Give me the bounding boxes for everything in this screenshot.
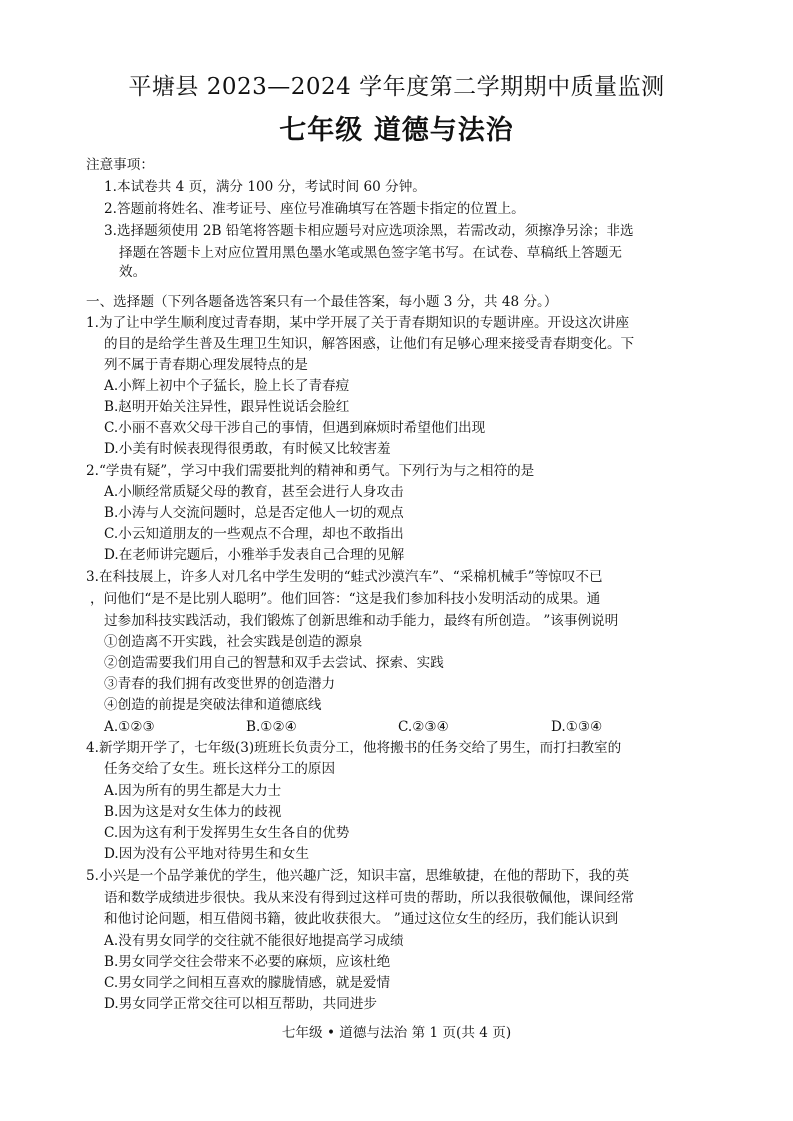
question-5-option-a: A.没有男女同学的交往就不能很好地提高学习成绩 [104, 933, 404, 949]
question-3-stem: 3.在科技展上，许多人对几名中学生发明的“蛙式沙漠汽车”、“采棉机械手”等惊叹不已 [86, 569, 603, 585]
page-footer: 七年级 • 道德与法治 第 1 页(共 4 页) [281, 1025, 512, 1041]
question-4-stem: 4.新学期开学了，七年级(3)班班长负责分工，他将搬书的任务交给了男生，而打扫教室的 [86, 740, 622, 756]
question-5-option-d: D.男女同学正常交往可以相互帮助，共同进步 [104, 996, 378, 1012]
question-3-stem: 过参加科技实践活动，我们锻炼了创新思维和动手能力，最终有所创造。 ”该事例说明 [104, 613, 619, 629]
question-3-statement: ②创造需要我们用自己的智慧和双手去尝试、探索、实践 [104, 655, 444, 671]
notice-item-continued: 择题在答题卡上对应位置用黑色墨水笔或黑色签字笔书写。在试卷、草稿纸上答题无 [119, 245, 622, 261]
question-2-option-d: D.在老师讲完题后，小雅举手发表自己合理的见解 [104, 547, 405, 563]
question-5-stem: 和他讨论问题，相互借阅书籍，彼此收获很大。 ”通过这位女生的经历，我们能认识到 [104, 911, 619, 927]
question-4-stem: 任务交给了女生。班长这样分工的原因 [104, 761, 336, 777]
question-1-stem: 的目的是给学生普及生理卫生知识，解答困惑，让他们有足够心理来接受青春期变化。下 [104, 336, 635, 352]
section-title: 一、选择题（下列各题备选答案只有一个最佳答案，每小题 3 分，共 48 分。） [86, 294, 558, 310]
question-4-option-a: A.因为所有的男生都是大力士 [104, 783, 282, 799]
question-5-option-c: C.男女同学之间相互喜欢的朦胧情感，就是爱情 [104, 975, 391, 991]
question-3-option-b: B.①②④ [246, 719, 297, 735]
notice-item-continued: 效。 [119, 264, 147, 280]
exam-title: 平塘县 2023—2024 学年度第二学期期中质量监测 [128, 74, 665, 100]
question-5-stem: 5.小兴是一个品学兼优的学生，他兴趣广泛，知识丰富，思维敏捷，在他的帮助下，我的英 [86, 868, 630, 884]
question-1-stem: 列不属于青春期心理发展特点的是 [104, 357, 308, 373]
question-3-stem: ，问他们“是不是比别人聪明”。他们回答：“这是我们参加科技小发明活动的成果。通 [90, 591, 601, 607]
notice-item: 2.答题前将姓名、准考证号、座位号准确填写在答题卡指定的位置上。 [104, 201, 525, 217]
notice-item: 3.选择题须使用 2B 铅笔将答题卡相应题号对应选项涂黑，若需改动，须擦净另涂；非选 [104, 223, 634, 239]
question-2-option-a: A.小顺经常质疑父母的教育，甚至会进行人身攻击 [104, 484, 404, 500]
question-5-option-b: B.男女同学交往会带来不必要的麻烦，应该杜绝 [104, 954, 391, 970]
question-5-stem: 语和数学成绩进步很快。我从来没有得到过这样可贵的帮助，所以我很敬佩他，课间经常 [104, 890, 635, 906]
question-1-option-b: B.赵明开始关注异性，跟异性说话会脸红 [104, 399, 350, 415]
notice-item: 1.本试卷共 4 页，满分 100 分，考试时间 60 分钟。 [104, 179, 426, 195]
question-3-option-c: C.②③④ [398, 719, 449, 735]
question-3-option-a: A.①②③ [104, 719, 155, 735]
question-2-option-b: B.小涛与人交流问题时，总是否定他人一切的观点 [104, 505, 404, 521]
question-3-statement: ①创造离不开实践，社会实践是创造的源泉 [104, 634, 363, 650]
question-1-option-c: C.小丽不喜欢父母干涉自己的事情，但遇到麻烦时希望他们出现 [104, 420, 486, 436]
question-1-option-a: A.小辉上初中个子猛长，脸上长了青春痘 [104, 378, 350, 394]
question-3-statement: ③青春的我们拥有改变世界的创造潜力 [104, 676, 336, 692]
question-3-statement: ④创造的前提是突破法律和道德底线 [104, 697, 322, 713]
question-1-stem: 1.为了让中学生顺利度过青春期，某中学开展了关于青春期知识的专题讲座。开设这次讲座 [86, 315, 630, 331]
question-4-option-b: B.因为这是对女生体力的歧视 [104, 804, 282, 820]
question-2-stem: 2.“学贵有疑”，学习中我们需要批判的精神和勇气。下列行为与之相符的是 [86, 463, 535, 479]
question-1-option-d: D.小美有时候表现得很勇敢，有时候又比较害羞 [104, 441, 391, 457]
notice-heading: 注意事项： [86, 157, 154, 173]
exam-subject: 七年级 道德与法治 [279, 115, 514, 146]
question-4-option-c: C.因为这有利于发挥男生女生各自的优势 [104, 825, 350, 841]
question-4-option-d: D.因为没有公平地对待男生和女生 [104, 846, 310, 862]
question-2-option-c: C.小云知道朋友的一些观点不合理，却也不敢指出 [104, 526, 404, 542]
question-3-option-d: D.①③④ [551, 719, 603, 735]
